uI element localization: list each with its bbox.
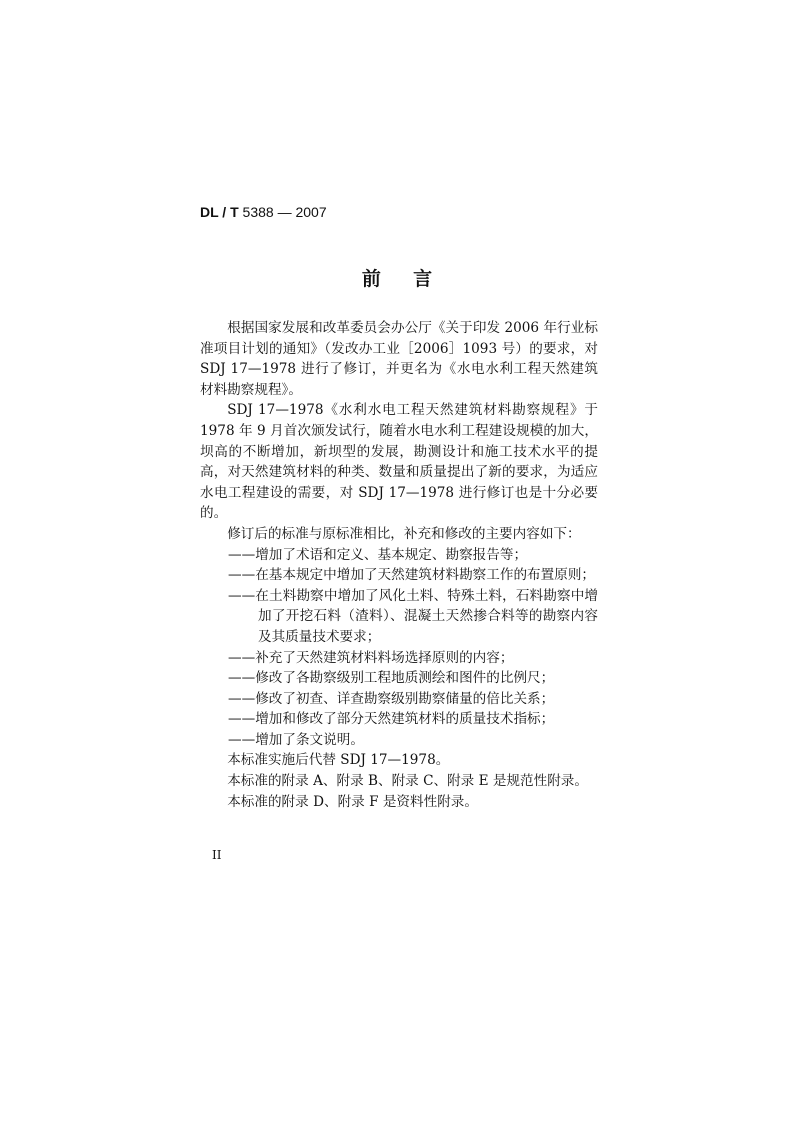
paragraph-replacement: 本标准实施后代替 SDJ 17—1978。 (227, 752, 450, 769)
standard-code (200, 204, 327, 220)
paragraph-history: SDJ 17—1978《水利水电工程天然建筑材料勘察规程》于 1978 年 9 月首次颁发试行，随着水电水利工程建设规模的加大，坝高的不断增加，新坝型的发展，勘测设计和施工技术水平的提高，对天然建筑材料的种类、数量和质量提出了新的要求，为适应水电工程建设的需要，对 SDJ 17—1978 进行修订也是十分必要的。 (200, 402, 598, 522)
page-number: II (212, 848, 222, 862)
standard-org: DL / T (200, 204, 239, 220)
page-title: 前言 (361, 268, 465, 290)
change-item: ——补充了天然建筑材料料场选择原则的内容； (228, 649, 514, 666)
paragraph-normative-annexes: 本标准的附录 A、附录 B、附录 C、附录 E 是规范性附录。 (227, 773, 588, 790)
paragraph-informative-annexes: 本标准的附录 D、附录 F 是资料性附录。 (227, 793, 478, 810)
paragraph-changes-intro: 修订后的标准与原标准相比，补充和修改的主要内容如下： (227, 525, 581, 542)
change-item: ——增加和修改了部分天然建筑材料的质量技术指标； (228, 711, 555, 728)
change-item: ——增加了术语和定义、基本规定、勘察报告等； (228, 546, 528, 563)
change-item: ——在基本规定中增加了天然建筑材料勘察工作的布置原则； (228, 567, 596, 584)
foreword-body (200, 318, 598, 812)
change-item: ——修改了初查、详查勘察级别勘察储量的倍比关系； (228, 690, 555, 707)
paragraph-basis: 根据国家发展和改革委员会办公厅《关于印发 2006 年行业标准项目计划的通知》（发改办工业［2006］1093 号）的要求，对 SDJ 17—1978 进行了修订，并更名为《水电水利工程天然建筑材料勘察规程》。 (200, 320, 598, 398)
change-item: ——在土料勘察中增加了风化土料、特殊土料，石料勘察中增加了开挖石料（渣料）、混凝土天然掺合料等的勘察内容及其质量技术要求； (228, 587, 598, 645)
change-item: ——增加了条文说明。 (228, 731, 364, 748)
standard-number: 5388 — 2007 (242, 204, 327, 220)
change-item: ——修改了各勘察级别工程地质测绘和图件的比例尺； (228, 670, 555, 687)
